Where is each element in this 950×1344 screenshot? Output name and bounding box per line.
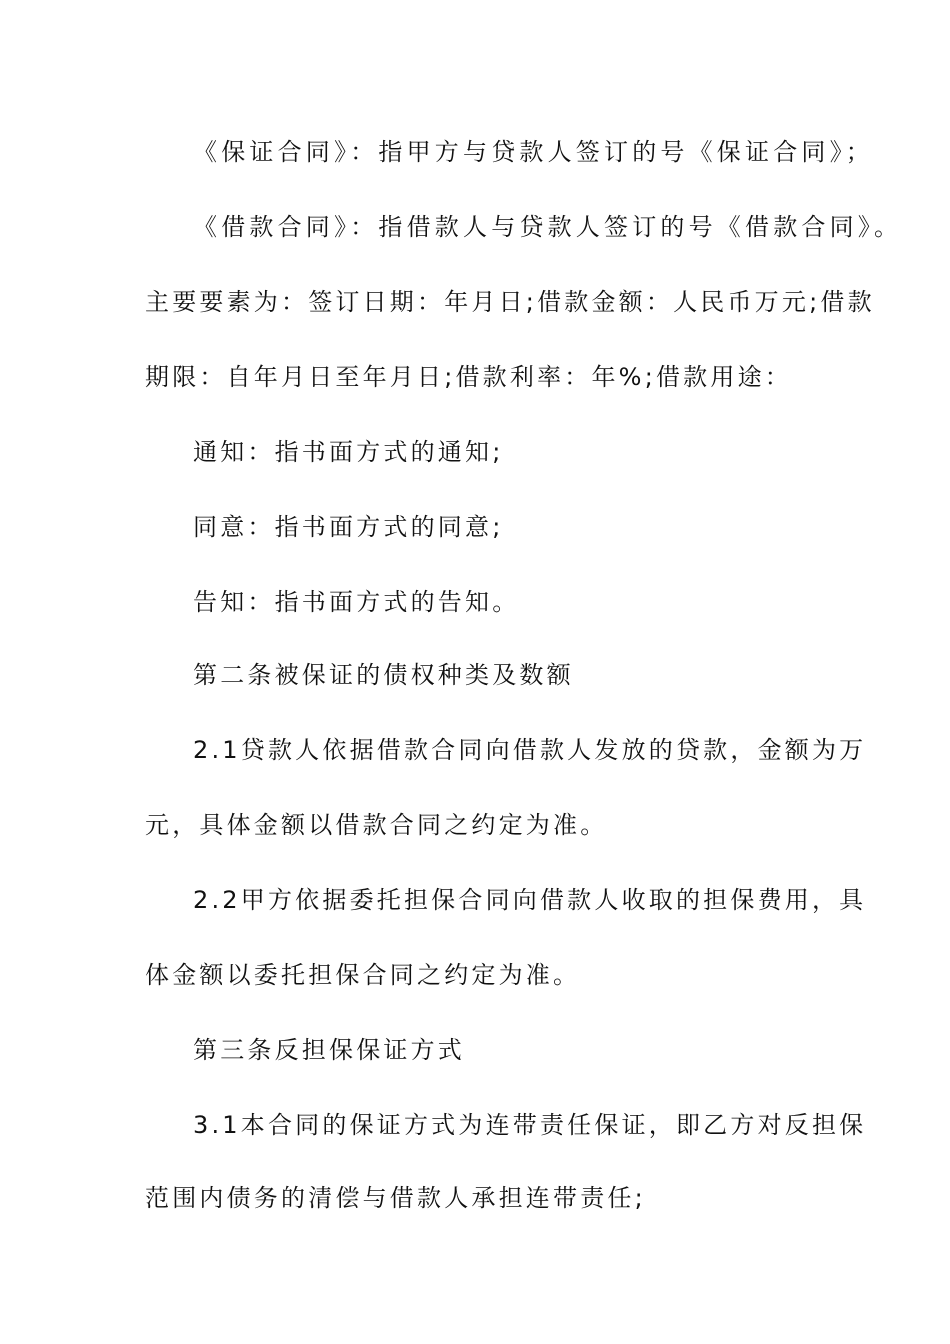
article-2-heading: 第二条被保证的债权种类及数额 — [193, 661, 574, 689]
clause-3-1-line-2: 范围内债务的清偿与借款人承担连带责任; — [145, 1184, 646, 1212]
clause-2-1-line-1: 2.1贷款人依据借款合同向借款人发放的贷款，金额为万 — [193, 736, 867, 764]
definition-inform: 告知：指书面方式的告知。 — [193, 588, 520, 616]
clause-2-2-line-1: 2.2甲方依据委托担保合同向借款人收取的担保费用，具 — [193, 886, 867, 914]
clause-3-1-line-1: 3.1本合同的保证方式为连带责任保证，即乙方对反担保 — [193, 1111, 867, 1139]
definition-loan-contract: 《借款合同》：指借款人与贷款人签订的号《借款合同》。 — [193, 213, 903, 241]
definition-guarantee-contract: 《保证合同》：指甲方与贷款人签订的号《保证合同》； — [193, 138, 874, 166]
loan-elements-line-2: 期限：自年月日至年月日;借款利率：年%;借款用途： — [145, 363, 792, 391]
loan-elements-line-1: 主要要素为：签订日期：年月日;借款金额：人民币万元;借款 — [145, 288, 875, 316]
clause-2-2-line-2: 体金额以委托担保合同之约定为准。 — [145, 961, 581, 989]
definition-consent: 同意：指书面方式的同意; — [193, 513, 504, 541]
definition-notice: 通知：指书面方式的通知; — [193, 438, 504, 466]
clause-2-1-line-2: 元，具体金额以借款合同之约定为准。 — [145, 811, 608, 839]
article-3-heading: 第三条反担保保证方式 — [193, 1036, 465, 1064]
